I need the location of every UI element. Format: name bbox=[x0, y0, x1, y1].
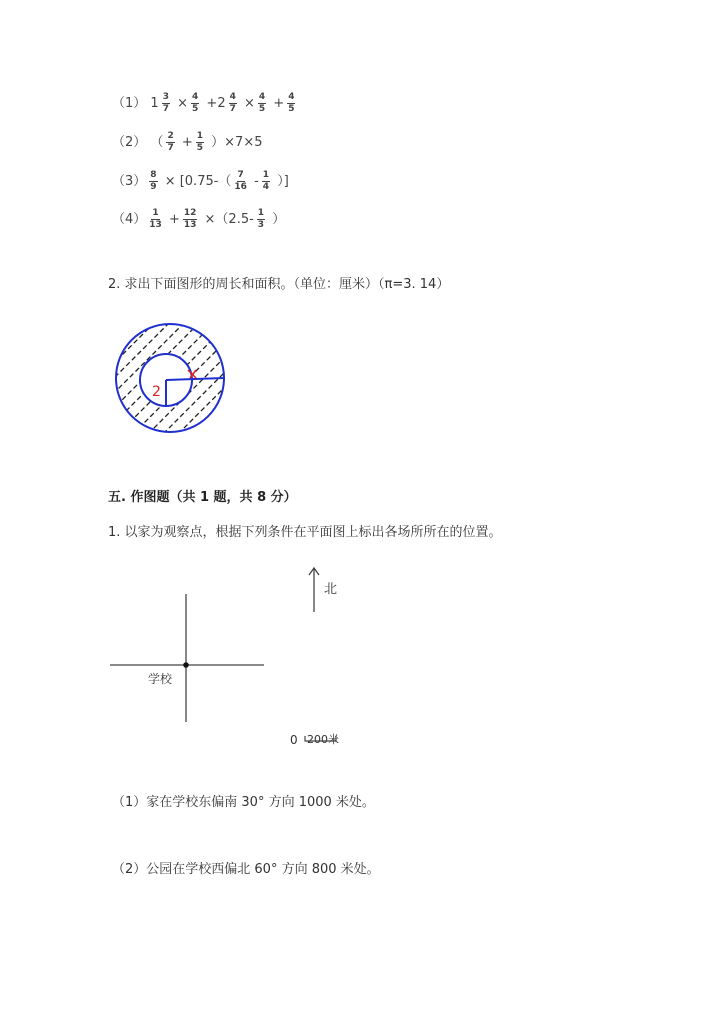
fraction: $\frac{1}{3}$ bbox=[257, 208, 265, 230]
fraction: $\frac{2}{7}$ bbox=[167, 131, 174, 153]
map-diagram bbox=[100, 560, 400, 760]
question-2-text: 2. 求出下面图形的周长和面积。（单位：厘米）（π=3. 14） bbox=[108, 277, 450, 292]
fraction: $\frac{12}{13}$ bbox=[183, 208, 197, 230]
north-label: 北 bbox=[324, 582, 338, 597]
fraction: $\frac{1}{4}$ bbox=[262, 170, 270, 192]
school-label: 学校 bbox=[148, 672, 173, 686]
fraction: $\frac{8}{9}$ bbox=[150, 170, 157, 192]
ring-figure bbox=[100, 312, 240, 452]
calc-line-4: （4） $\frac{1}{13}$ + $\frac{12}{13}$ ×（2.5- $\frac{1}{3}$ ） bbox=[112, 208, 286, 230]
fraction: $\frac{3}{7}$ bbox=[162, 92, 169, 114]
calc-line-2: （2） （ $\frac{2}{7}$ + $\frac{1}{5}$ ）×7×5 bbox=[112, 131, 263, 153]
school-point bbox=[183, 662, 189, 668]
sub-question-1: （1）家在学校东偏南 30° 方向 1000 米处。 bbox=[112, 795, 375, 810]
scale-zero: 0 bbox=[290, 733, 298, 747]
calc-line-3: （3） $\frac{8}{9}$ × [0.75-（ $\frac{7}{16}$ - $\frac{1}{4}$ ）] bbox=[112, 170, 289, 192]
question-5-1-text: 1. 以家为观察点，根据下列条件在平面图上标出各场所所在的位置。 bbox=[108, 525, 502, 540]
scale-label: 200米 bbox=[307, 733, 339, 746]
fraction: $\frac{4}{5}$ bbox=[192, 92, 199, 114]
fraction: $\frac{4}{5}$ bbox=[288, 92, 295, 114]
fraction: $\frac{1}{13}$ bbox=[149, 208, 162, 230]
outer-radius-line bbox=[166, 378, 224, 380]
section-5-title: 五. 作图题（共 1 题，共 8 分） bbox=[108, 490, 297, 505]
radius-label: 2 bbox=[152, 384, 161, 400]
fraction: $\frac{4}{7}$ bbox=[229, 92, 236, 114]
fraction: $\frac{7}{16}$ bbox=[234, 170, 247, 192]
fraction: $\frac{4}{5}$ bbox=[258, 92, 266, 114]
calc-line-1: （1） 1 $\frac{3}{7}$ × $\frac{4}{5}$ +2 $\frac{4}{7}$ × $\frac{4}{5}$ + $\frac{4}{5}$ bbox=[112, 92, 295, 114]
fraction: $\frac{1}{5}$ bbox=[196, 131, 204, 153]
sub-question-2: （2）公园在学校西偏北 60° 方向 800 米处。 bbox=[112, 862, 380, 877]
